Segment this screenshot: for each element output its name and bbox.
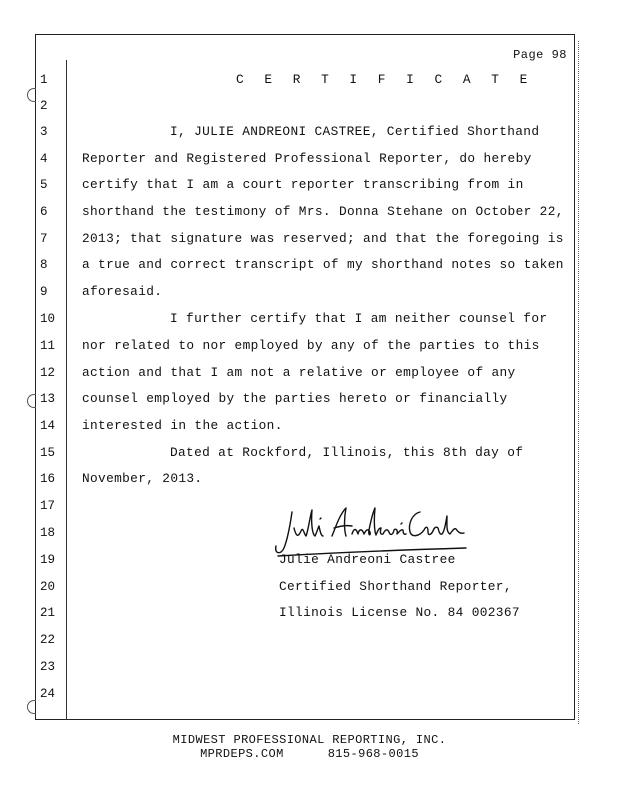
transcript-line: I further certify that I am neither counsel for — [170, 311, 548, 326]
line-number: 23 — [40, 660, 56, 674]
line-number: 8 — [40, 258, 48, 272]
line-number: 15 — [40, 446, 56, 460]
line-number: 2 — [40, 99, 48, 113]
transcript-line: 2013; that signature was reserved; and that the foregoing is — [82, 231, 564, 246]
line-number: 6 — [40, 205, 48, 219]
reporter-name: Julie Andreoni Castree — [279, 552, 456, 567]
line-number: 4 — [40, 152, 48, 166]
line-number: 7 — [40, 232, 48, 246]
transcript-line: a true and correct transcript of my shorthand notes so taken — [82, 257, 564, 272]
transcript-line: aforesaid. — [82, 284, 163, 299]
line-number: 16 — [40, 472, 56, 486]
transcript-line: Reporter and Registered Professional Reporter, do hereby — [82, 151, 532, 166]
line-number: 1 — [40, 73, 48, 87]
footer-contact — [0, 747, 619, 761]
transcript-line: November, 2013. — [82, 471, 203, 486]
transcript-line: shorthand the testimony of Mrs. Donna Stehane on October 22, — [82, 204, 564, 219]
reporter-license: Illinois License No. 84 002367 — [279, 605, 520, 620]
line-number: 18 — [40, 526, 56, 540]
signature-stroke — [409, 512, 464, 536]
line-number: 22 — [40, 633, 56, 647]
binder-hole-bottom — [27, 700, 36, 714]
transcript-line: interested in the action. — [82, 418, 283, 433]
reporter-title: Certified Shorthand Reporter, — [279, 579, 512, 594]
line-number: 12 — [40, 366, 56, 380]
binder-hole-middle — [27, 394, 36, 408]
line-number: 21 — [40, 606, 56, 620]
line-number: 5 — [40, 178, 48, 192]
signature-stroke — [401, 523, 402, 524]
signature-stroke — [332, 508, 352, 536]
line-number: 9 — [40, 285, 48, 299]
transcript-line: counsel employed by the parties hereto or financially — [82, 391, 508, 406]
footer-phone: 815-968-0015 — [327, 747, 419, 761]
transcript-line: certify that I am a court reporter transcribing from in — [82, 177, 524, 192]
transcript-line: Dated at Rockford, Illinois, this 8th day of — [170, 445, 524, 460]
signature-stroke — [320, 518, 321, 519]
signature-stroke — [352, 508, 406, 535]
line-number: 20 — [40, 580, 56, 594]
line-number: 13 — [40, 392, 56, 406]
line-number: 24 — [40, 687, 56, 701]
transcript-line: action and that I am not a relative or employee of any — [82, 365, 516, 380]
signature-stroke — [276, 512, 292, 553]
transcript-line: nor related to nor employed by any of the parties to this — [82, 338, 540, 353]
line-number: 11 — [40, 339, 56, 353]
binder-hole-top — [27, 88, 36, 102]
line-number: 10 — [40, 312, 56, 326]
page-number: Page 98 — [513, 48, 567, 62]
line-number: 19 — [40, 553, 56, 567]
footer-company: MIDWEST PROFESSIONAL REPORTING, INC. — [172, 733, 447, 747]
signature-stroke — [294, 510, 323, 536]
line-number: 3 — [40, 125, 48, 139]
certificate-title: C E R T I F I C A T E — [236, 72, 534, 87]
transcript-line: I, JULIE ANDREONI CASTREE, Certified Shorthand — [170, 124, 540, 139]
margin-rule — [66, 60, 67, 720]
line-number: 14 — [40, 419, 56, 433]
line-number: 17 — [40, 499, 56, 513]
footer-website: MPRDEPS.COM — [200, 747, 284, 761]
